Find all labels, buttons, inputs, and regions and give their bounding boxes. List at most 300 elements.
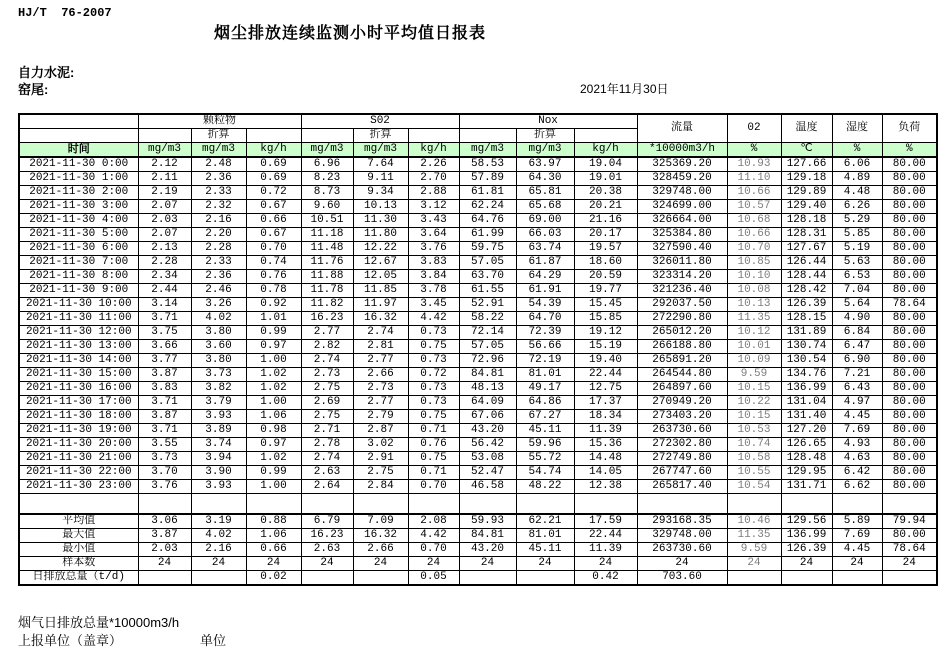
value-cell: 80.00 xyxy=(882,396,937,410)
value-cell: 15.45 xyxy=(574,298,637,312)
value-cell: 80.00 xyxy=(882,270,937,284)
value-cell: 2.82 xyxy=(301,340,353,354)
value-cell: 324699.00 xyxy=(637,200,727,214)
value-cell: 2.66 xyxy=(353,542,408,556)
value-cell: 0.98 xyxy=(246,424,301,438)
value-cell: 11.78 xyxy=(301,284,353,298)
value-cell: 2.70 xyxy=(408,172,459,186)
value-cell: 10.15 xyxy=(727,410,781,424)
value-cell xyxy=(459,494,516,514)
value-cell: 11.85 xyxy=(353,284,408,298)
value-cell: 3.84 xyxy=(408,270,459,284)
value-cell: 3.12 xyxy=(408,200,459,214)
value-cell xyxy=(138,570,191,585)
table-row xyxy=(19,270,937,284)
value-cell: 265012.20 xyxy=(637,326,727,340)
value-cell: 328459.20 xyxy=(637,172,727,186)
time-cell: 2021-11-30 20:00 xyxy=(19,438,138,452)
value-cell: 2.26 xyxy=(408,157,459,172)
value-cell: 10.74 xyxy=(727,438,781,452)
value-cell: 0.99 xyxy=(246,466,301,480)
value-cell: 0.73 xyxy=(408,326,459,340)
value-cell: 12.75 xyxy=(574,382,637,396)
value-cell: 2.74 xyxy=(301,452,353,466)
value-cell: 263730.60 xyxy=(637,542,727,556)
value-cell: 2.12 xyxy=(138,157,191,172)
value-cell xyxy=(138,494,191,514)
value-cell: 64.30 xyxy=(516,172,574,186)
value-cell: 128.48 xyxy=(781,452,832,466)
col-group-particulate: 颗粒物 xyxy=(138,114,301,129)
value-cell: 64.09 xyxy=(459,396,516,410)
value-cell: 80.00 xyxy=(882,312,937,326)
value-cell: 11.48 xyxy=(301,242,353,256)
value-cell xyxy=(781,570,832,585)
value-cell: 64.76 xyxy=(459,214,516,228)
value-cell xyxy=(882,570,937,585)
value-cell: 65.81 xyxy=(516,186,574,200)
value-cell: 127.66 xyxy=(781,157,832,172)
value-cell: 63.74 xyxy=(516,242,574,256)
value-cell: 4.42 xyxy=(408,312,459,326)
value-cell: 4.02 xyxy=(191,528,246,542)
value-cell: 16.32 xyxy=(353,312,408,326)
value-cell: 69.00 xyxy=(516,214,574,228)
value-cell: 0.02 xyxy=(246,570,301,585)
value-cell: 326011.80 xyxy=(637,256,727,270)
value-cell: 3.73 xyxy=(191,368,246,382)
header-blank xyxy=(574,129,637,143)
value-cell: 11.88 xyxy=(301,270,353,284)
value-cell: 129.56 xyxy=(781,514,832,529)
value-cell: 3.83 xyxy=(408,256,459,270)
table-row xyxy=(19,256,937,270)
value-cell: 10.10 xyxy=(727,270,781,284)
value-cell: 19.40 xyxy=(574,354,637,368)
value-cell: 24 xyxy=(408,556,459,570)
value-cell: 58.53 xyxy=(459,157,516,172)
value-cell: 0.75 xyxy=(408,340,459,354)
value-cell: 80.00 xyxy=(882,466,937,480)
value-cell: 0.72 xyxy=(408,368,459,382)
value-cell: 273403.20 xyxy=(637,410,727,424)
value-cell: 19.57 xyxy=(574,242,637,256)
value-cell: 128.44 xyxy=(781,270,832,284)
value-cell: 3.55 xyxy=(138,438,191,452)
value-cell: 24 xyxy=(138,556,191,570)
unit-cell: kg/h xyxy=(246,143,301,158)
value-cell: 52.47 xyxy=(459,466,516,480)
value-cell: 45.11 xyxy=(516,424,574,438)
value-cell: 8.73 xyxy=(301,186,353,200)
value-cell: 3.87 xyxy=(138,368,191,382)
value-cell xyxy=(637,494,727,514)
value-cell: 2.16 xyxy=(191,542,246,556)
value-cell: 2.78 xyxy=(301,438,353,452)
value-cell: 8.23 xyxy=(301,172,353,186)
value-cell: 10.55 xyxy=(727,466,781,480)
value-cell: 1.01 xyxy=(246,312,301,326)
value-cell: 79.94 xyxy=(882,514,937,529)
value-cell: 327590.40 xyxy=(637,242,727,256)
table-row xyxy=(19,298,937,312)
value-cell: 72.39 xyxy=(516,326,574,340)
value-cell: 10.13 xyxy=(353,200,408,214)
value-cell: 2.77 xyxy=(353,354,408,368)
value-cell: 263730.60 xyxy=(637,424,727,438)
value-cell: 3.94 xyxy=(191,452,246,466)
time-cell: 2021-11-30 14:00 xyxy=(19,354,138,368)
value-cell: 0.70 xyxy=(408,542,459,556)
value-cell: 3.89 xyxy=(191,424,246,438)
value-cell: 24 xyxy=(727,556,781,570)
value-cell: 4.45 xyxy=(832,410,882,424)
value-cell: 0.70 xyxy=(246,242,301,256)
value-cell: 3.74 xyxy=(191,438,246,452)
value-cell: 0.76 xyxy=(246,270,301,284)
value-cell: 2.64 xyxy=(301,480,353,494)
value-cell: 3.71 xyxy=(138,424,191,438)
value-cell: 14.05 xyxy=(574,466,637,480)
spacer-row xyxy=(19,494,937,514)
table-row xyxy=(19,214,937,228)
value-cell: 80.00 xyxy=(882,200,937,214)
value-cell xyxy=(516,570,574,585)
value-cell xyxy=(408,494,459,514)
unit-cell: mg/m3 xyxy=(191,143,246,158)
value-cell: 80.00 xyxy=(882,186,937,200)
value-cell: 10.58 xyxy=(727,452,781,466)
value-cell xyxy=(353,494,408,514)
value-cell: 80.00 xyxy=(882,228,937,242)
table-row xyxy=(19,452,937,466)
value-cell: 264897.60 xyxy=(637,382,727,396)
value-cell: 1.06 xyxy=(246,410,301,424)
summary-row xyxy=(19,556,937,570)
value-cell: 72.19 xyxy=(516,354,574,368)
summary-row xyxy=(19,514,937,529)
value-cell: 9.11 xyxy=(353,172,408,186)
table-row xyxy=(19,157,937,172)
value-cell: 80.00 xyxy=(882,382,937,396)
value-cell: 0.99 xyxy=(246,326,301,340)
unit-cell: kg/h xyxy=(574,143,637,158)
value-cell: 24 xyxy=(191,556,246,570)
value-cell xyxy=(459,570,516,585)
value-cell: 12.67 xyxy=(353,256,408,270)
value-cell: 10.54 xyxy=(727,480,781,494)
value-cell: 2.91 xyxy=(353,452,408,466)
value-cell: 24 xyxy=(574,556,637,570)
value-cell: 5.85 xyxy=(832,228,882,242)
value-cell: 10.13 xyxy=(727,298,781,312)
unit-cell: kg/h xyxy=(408,143,459,158)
value-cell: 129.89 xyxy=(781,186,832,200)
value-cell xyxy=(246,494,301,514)
value-cell: 80.00 xyxy=(882,172,937,186)
value-cell: 10.46 xyxy=(727,514,781,529)
value-cell: 17.37 xyxy=(574,396,637,410)
value-cell: 3.73 xyxy=(138,452,191,466)
value-cell: 5.89 xyxy=(832,514,882,529)
value-cell: 2.28 xyxy=(191,242,246,256)
value-cell: 61.55 xyxy=(459,284,516,298)
value-cell: 20.21 xyxy=(574,200,637,214)
value-cell: 80.00 xyxy=(882,157,937,172)
value-cell: 129.18 xyxy=(781,172,832,186)
value-cell: 24 xyxy=(516,556,574,570)
value-cell: 10.09 xyxy=(727,354,781,368)
value-cell xyxy=(574,494,637,514)
value-cell: 54.74 xyxy=(516,466,574,480)
value-cell: 80.00 xyxy=(882,214,937,228)
value-cell: 2.03 xyxy=(138,542,191,556)
value-cell: 24 xyxy=(637,556,727,570)
value-cell: 20.38 xyxy=(574,186,637,200)
value-cell: 59.75 xyxy=(459,242,516,256)
time-cell: 2021-11-30 3:00 xyxy=(19,200,138,214)
header-blank xyxy=(138,129,191,143)
value-cell: 11.39 xyxy=(574,542,637,556)
value-cell: 3.26 xyxy=(191,298,246,312)
value-cell: 136.99 xyxy=(781,382,832,396)
value-cell: 61.99 xyxy=(459,228,516,242)
value-cell: 78.64 xyxy=(882,298,937,312)
value-cell: 66.03 xyxy=(516,228,574,242)
time-cell: 2021-11-30 22:00 xyxy=(19,466,138,480)
value-cell: 80.00 xyxy=(882,340,937,354)
value-cell: 0.92 xyxy=(246,298,301,312)
value-cell: 67.27 xyxy=(516,410,574,424)
value-cell: 10.66 xyxy=(727,228,781,242)
value-cell: 2.20 xyxy=(191,228,246,242)
value-cell: 1.06 xyxy=(246,528,301,542)
value-cell: 4.63 xyxy=(832,452,882,466)
time-cell: 2021-11-30 23:00 xyxy=(19,480,138,494)
value-cell: 2.46 xyxy=(191,284,246,298)
unit-cell: mg/m3 xyxy=(516,143,574,158)
value-cell: 61.81 xyxy=(459,186,516,200)
col-subheader-converted: 折算 xyxy=(191,129,246,143)
value-cell: 7.09 xyxy=(353,514,408,529)
value-cell: 2.07 xyxy=(138,228,191,242)
value-cell: 3.64 xyxy=(408,228,459,242)
time-cell: 2021-11-30 5:00 xyxy=(19,228,138,242)
value-cell: 2.71 xyxy=(301,424,353,438)
header-row-groups xyxy=(19,114,937,129)
value-cell: 6.43 xyxy=(832,382,882,396)
value-cell: 265817.40 xyxy=(637,480,727,494)
value-cell: 2.28 xyxy=(138,256,191,270)
table-row xyxy=(19,242,937,256)
unit-cell: mg/m3 xyxy=(138,143,191,158)
value-cell: 3.83 xyxy=(138,382,191,396)
value-cell: 11.35 xyxy=(727,312,781,326)
value-cell: 1.00 xyxy=(246,354,301,368)
value-cell: 0.88 xyxy=(246,514,301,529)
value-cell: 2.08 xyxy=(408,514,459,529)
value-cell: 78.64 xyxy=(882,542,937,556)
value-cell xyxy=(301,494,353,514)
value-cell: 80.00 xyxy=(882,410,937,424)
value-cell: 0.73 xyxy=(408,396,459,410)
value-cell: 2.32 xyxy=(191,200,246,214)
summary-row xyxy=(19,528,937,542)
value-cell: 329748.00 xyxy=(637,528,727,542)
col-subheader-converted: 折算 xyxy=(516,129,574,143)
value-cell: 10.08 xyxy=(727,284,781,298)
value-cell: 24 xyxy=(301,556,353,570)
value-cell: 266188.80 xyxy=(637,340,727,354)
value-cell: 24 xyxy=(246,556,301,570)
value-cell xyxy=(191,570,246,585)
value-cell: 72.14 xyxy=(459,326,516,340)
value-cell: 4.97 xyxy=(832,396,882,410)
value-cell: 48.13 xyxy=(459,382,516,396)
value-cell: 18.34 xyxy=(574,410,637,424)
value-cell: 80.00 xyxy=(882,452,937,466)
value-cell: 10.57 xyxy=(727,200,781,214)
doc-code: HJ/T 76-2007 xyxy=(18,6,112,20)
company-name: 自力水泥: xyxy=(18,65,75,80)
unit-label: 单位 xyxy=(200,633,227,648)
value-cell: 2.13 xyxy=(138,242,191,256)
value-cell: 2.36 xyxy=(191,172,246,186)
value-cell: 10.68 xyxy=(727,214,781,228)
value-cell: 127.67 xyxy=(781,242,832,256)
value-cell: 11.39 xyxy=(574,424,637,438)
value-cell: 0.67 xyxy=(246,228,301,242)
value-cell: 14.48 xyxy=(574,452,637,466)
value-cell: 2.66 xyxy=(353,368,408,382)
value-cell: 80.00 xyxy=(882,326,937,340)
value-cell: 3.19 xyxy=(191,514,246,529)
header-blank xyxy=(459,129,516,143)
value-cell: 3.80 xyxy=(191,326,246,340)
value-cell: 53.08 xyxy=(459,452,516,466)
value-cell: 129.40 xyxy=(781,200,832,214)
value-cell: 10.01 xyxy=(727,340,781,354)
value-cell: 9.60 xyxy=(301,200,353,214)
value-cell: 2.48 xyxy=(191,157,246,172)
value-cell: 59.93 xyxy=(459,514,516,529)
col-header-o2: 02 xyxy=(727,114,781,143)
table-row xyxy=(19,340,937,354)
value-cell: 3.45 xyxy=(408,298,459,312)
value-cell: 1.00 xyxy=(246,480,301,494)
value-cell: 10.85 xyxy=(727,256,781,270)
value-cell: 24 xyxy=(882,556,937,570)
value-cell: 0.72 xyxy=(246,186,301,200)
value-cell: 84.81 xyxy=(459,528,516,542)
value-cell: 56.42 xyxy=(459,438,516,452)
table-row xyxy=(19,424,937,438)
value-cell: 0.73 xyxy=(408,354,459,368)
value-cell: 4.90 xyxy=(832,312,882,326)
summary-row xyxy=(19,570,937,585)
value-cell: 1.00 xyxy=(246,396,301,410)
time-cell: 2021-11-30 11:00 xyxy=(19,312,138,326)
table-row xyxy=(19,200,937,214)
col-group-so2: S02 xyxy=(301,114,459,129)
value-cell: 19.77 xyxy=(574,284,637,298)
value-cell: 3.93 xyxy=(191,410,246,424)
value-cell xyxy=(832,570,882,585)
value-cell: 4.93 xyxy=(832,438,882,452)
value-cell: 4.45 xyxy=(832,542,882,556)
value-cell: 6.90 xyxy=(832,354,882,368)
value-cell: 5.63 xyxy=(832,256,882,270)
header-blank xyxy=(19,114,138,129)
table-row xyxy=(19,312,937,326)
value-cell: 265891.20 xyxy=(637,354,727,368)
table-row xyxy=(19,396,937,410)
value-cell: 7.69 xyxy=(832,528,882,542)
value-cell: 6.79 xyxy=(301,514,353,529)
value-cell: 6.53 xyxy=(832,270,882,284)
value-cell: 2.07 xyxy=(138,200,191,214)
value-cell: 3.80 xyxy=(191,354,246,368)
monitor-location: 窑尾: xyxy=(18,82,49,97)
value-cell: 703.60 xyxy=(637,570,727,585)
value-cell: 80.00 xyxy=(882,438,937,452)
time-cell: 2021-11-30 1:00 xyxy=(19,172,138,186)
value-cell: 2.77 xyxy=(301,326,353,340)
value-cell: 272749.80 xyxy=(637,452,727,466)
value-cell: 3.90 xyxy=(191,466,246,480)
value-cell: 4.89 xyxy=(832,172,882,186)
value-cell: 17.59 xyxy=(574,514,637,529)
value-cell: 2.88 xyxy=(408,186,459,200)
value-cell: 3.14 xyxy=(138,298,191,312)
value-cell: 61.87 xyxy=(516,256,574,270)
table-row xyxy=(19,354,937,368)
value-cell: 126.39 xyxy=(781,542,832,556)
value-cell: 49.17 xyxy=(516,382,574,396)
time-cell: 2021-11-30 6:00 xyxy=(19,242,138,256)
value-cell: 24 xyxy=(781,556,832,570)
value-cell: 22.44 xyxy=(574,528,637,542)
value-cell: 5.64 xyxy=(832,298,882,312)
time-cell: 2021-11-30 16:00 xyxy=(19,382,138,396)
time-cell: 2021-11-30 17:00 xyxy=(19,396,138,410)
value-cell: 292037.50 xyxy=(637,298,727,312)
value-cell: 2.36 xyxy=(191,270,246,284)
value-cell: 3.87 xyxy=(138,528,191,542)
value-cell: 3.43 xyxy=(408,214,459,228)
value-cell: 0.97 xyxy=(246,438,301,452)
value-cell: 10.51 xyxy=(301,214,353,228)
value-cell: 326664.00 xyxy=(637,214,727,228)
value-cell: 4.48 xyxy=(832,186,882,200)
value-cell: 80.00 xyxy=(882,284,937,298)
value-cell: 59.96 xyxy=(516,438,574,452)
value-cell: 80.00 xyxy=(882,256,937,270)
value-cell: 321236.40 xyxy=(637,284,727,298)
col-header-temperature: 温度 xyxy=(781,114,832,143)
summary-label: 日排放总量（t/d) xyxy=(19,570,138,585)
value-cell: 2.03 xyxy=(138,214,191,228)
value-cell: 3.82 xyxy=(191,382,246,396)
time-cell: 2021-11-30 15:00 xyxy=(19,368,138,382)
value-cell: 80.00 xyxy=(882,528,937,542)
time-cell: 2021-11-30 12:00 xyxy=(19,326,138,340)
data-body xyxy=(19,157,937,514)
value-cell: 72.96 xyxy=(459,354,516,368)
value-cell: 15.19 xyxy=(574,340,637,354)
value-cell: 10.53 xyxy=(727,424,781,438)
value-cell: 64.86 xyxy=(516,396,574,410)
